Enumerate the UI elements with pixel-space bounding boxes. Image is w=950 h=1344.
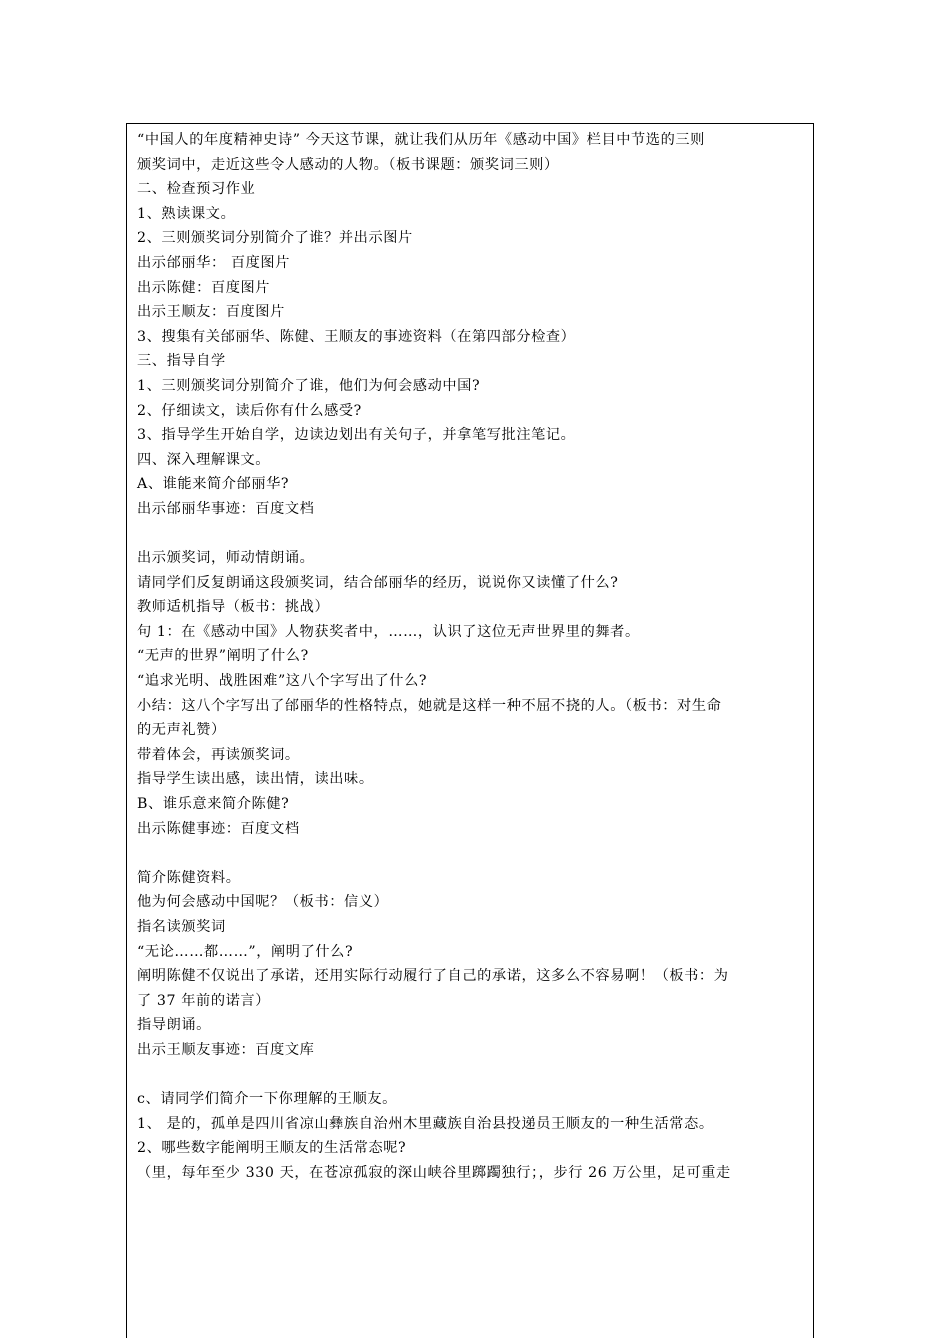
text-line: 他为何会感动中国呢？（板书：信义）: [137, 894, 389, 911]
text-line: 指导学生读出感，读出情，读出味。: [137, 771, 374, 788]
text-line: 出示王顺友：百度图片: [137, 304, 285, 321]
text-line: 出示邰丽华事迹：百度文档: [137, 500, 315, 517]
text-line: 阐明陈健不仅说出了承诺，还用实际行动履行了自己的承诺，这多么不容易啊！（板书：为: [137, 968, 729, 985]
text-line: 颁奖词中，走近这些令人感动的人物。（板书课题：颁奖词三则）: [137, 156, 559, 173]
text-line: “无论……都……”，阐明了什么?: [137, 943, 354, 960]
text-line: c、请同学们简介一下你理解的王顺友。: [137, 1091, 397, 1108]
text-line: 3、搜集有关邰丽华、陈健、王顺友的事迹资料（在第四部分检查）: [137, 328, 576, 345]
text-line: 1、 是的，孤单是四川省凉山彝族自治州木里藏族自治县投递员王顺友的一种生活常态。: [137, 1115, 714, 1132]
text-line: A、谁能来简介邰丽华?: [137, 476, 290, 493]
text-line: 2、仔细读文，读后你有什么感受?: [137, 402, 362, 419]
table-cell-frame: [126, 123, 814, 1338]
section-heading: 四、深入理解课文。: [137, 451, 271, 468]
text-line: “中国人的年度精神史诗” 今天这节课，就让我们从历年《感动中国》栏目中节选的三则: [137, 132, 705, 148]
lesson-plan-text: [137, 128, 805, 1186]
text-line: 1、三则颁奖词分别简介了谁，他们为何会感动中国?: [137, 377, 481, 394]
text-line: 简介陈健资料。: [137, 869, 241, 886]
text-line: 出示邰丽华： 百度图片: [137, 254, 290, 271]
text-line: 出示颁奖词，师动情朗诵。: [137, 550, 315, 567]
text-line: 了 37 年前的诺言）: [137, 992, 270, 1009]
text-line: 小结：这八个字写出了邰丽华的性格特点，她就是这样一种不屈不挠的人。（板书：对生命: [137, 697, 722, 714]
text-line: 教师适机指导（板书：挑战）: [137, 599, 330, 616]
section-heading: 二、检查预习作业: [137, 181, 256, 198]
text-line: 出示王顺友事迹：百度文库: [137, 1041, 315, 1058]
text-line: 2、三则颁奖词分别简介了谁？并出示图片: [137, 230, 413, 247]
text-line: 的无声礼赞）: [137, 722, 226, 739]
text-line: “追求光明、战胜困难”这八个字写出了什么?: [137, 673, 428, 690]
text-line: 1、熟读课文。: [137, 205, 236, 222]
blank-line: [137, 841, 805, 866]
blank-line: [137, 522, 805, 547]
text-line: 指名读颁奖词: [137, 919, 226, 935]
section-heading: 三、指导自学: [137, 353, 226, 370]
text-line: “无声的世界”阐明了什么?: [137, 648, 309, 665]
text-line: 出示陈健事迹：百度文档: [137, 820, 300, 837]
text-line: 2、哪些数字能阐明王顺友的生活常态呢?: [137, 1140, 407, 1157]
text-line: 带着体会，再读颁奖词。: [137, 746, 300, 763]
text-line: 句 1：在《感动中国》人物获奖者中，……，认识了这位无声世界里的舞者。: [137, 623, 640, 640]
text-line: B、谁乐意来简介陈健?: [137, 796, 290, 813]
text-line: 指导朗诵。: [137, 1017, 211, 1034]
text-line: 请同学们反复朗诵这段颁奖词，结合邰丽华的经历，说说你又读懂了什么?: [137, 574, 619, 591]
text-line: 3、指导学生开始自学，边读边划出有关句子，并拿笔写批注笔记。: [137, 427, 576, 444]
blank-line: [137, 1063, 805, 1088]
text-line: 出示陈健：百度图片: [137, 279, 271, 296]
text-line: （里，每年至少 330 天，在苍凉孤寂的深山峡谷里踯躅独行；，步行 26 万公里，足可重走: [137, 1164, 731, 1181]
